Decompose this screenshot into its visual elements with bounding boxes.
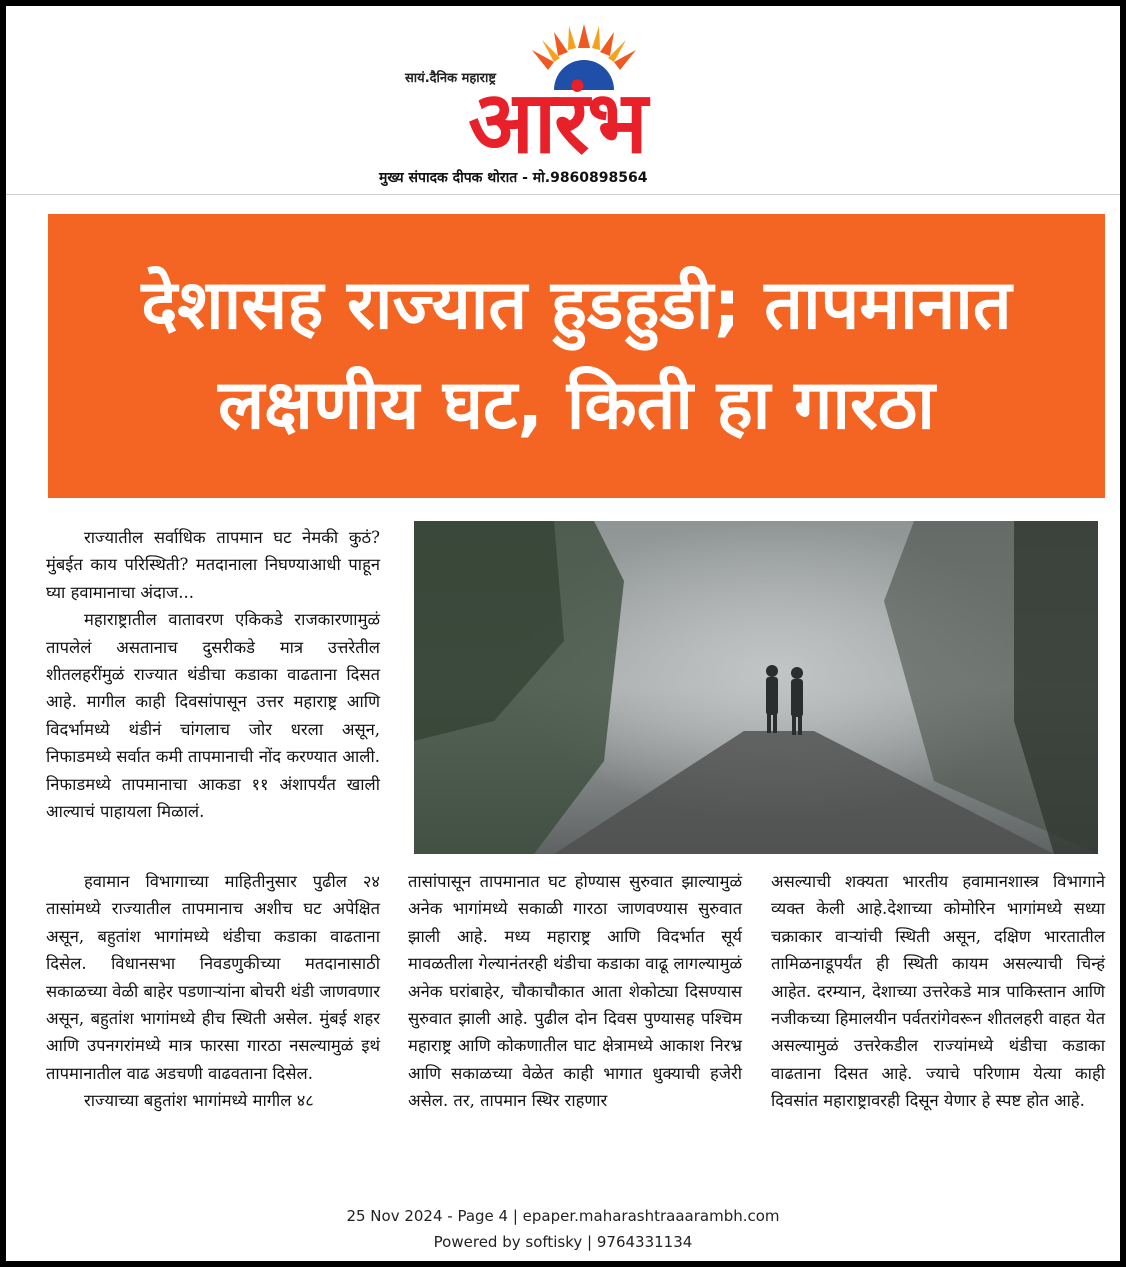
headline-banner (48, 214, 1105, 498)
page-headline: देशासह राज्यात हुडहुडी; तापमानात लक्षणीय घट, किती हा गारठा (141, 266, 1012, 445)
newspaper-logo-text: आरंभ (468, 73, 646, 173)
masthead (6, 6, 1120, 202)
article-column-3 (771, 868, 1105, 1115)
article-column-1-bottom (46, 868, 380, 1115)
article-column-1-top (46, 524, 380, 825)
article-intro: राज्यातील सर्वाधिक तापमान घट नेमकी कुठं? मुंबईत काय परिस्थिती? मतदानाला निघण्याआधी पाहून घ्या हवामानाचा अंदाज... (46, 528, 380, 602)
footer-date-page-url[interactable]: 25 Nov 2024 - Page 4 | epaper.maharashtraaarambh.com (346, 1207, 780, 1225)
page-footer (6, 1203, 1120, 1255)
masthead-tagline: सायं.दैनिक महाराष्ट्र (405, 71, 496, 86)
epaper-page (6, 6, 1120, 1261)
article-paragraph: महाराष्ट्रातील वातावरण एकिकडे राजकारणामुळं तापलेलं असतानाच दुसरीकडे मात्र उत्तरेतील शीतलहरींमुळं राज्यात थंडीचा कडाका वाढताना दिसत आहे. मागील काही दिवसांपासून उत्तर महाराष्ट्र आणि विदर्भामध्ये थंडीनं चांगलाच जोर धरला असून, निफाडमध्ये सर्वात कमी तापमानाची नोंद करण्यात आली. निफाडमध्ये तापमानाचा आकडा ११ अंशापर्यंत खाली आल्याचं पाहायला मिळालं. (46, 610, 380, 822)
footer-credits: Powered by softisky | 9764331134 (433, 1233, 693, 1251)
article-paragraph: हवामान विभागाच्या माहितीनुसार पुढील २४ तासांमध्ये राज्यातील तापमानाच अशीच घट अपेक्षित असून, बहुतांश भागांमध्ये थंडीचा कडाका वाढताना दिसेल. विधानसभा निवडणुकीच्या मतदानासाठी सकाळच्या वेळी बाहेर पडणाऱ्यांना बोचरी थंडी जाणवणार असून, बहुतांश भागांमध्ये हीच स्थिती असेल. मुंबई शहर आणि उपनगरांमध्ये मात्र फारसा गारठा नसल्यामुळं इथं तापमानातील वाढ अडचणी वाढवताना दिसेल. (46, 872, 380, 1083)
masthead-divider (6, 194, 1120, 195)
editor-contact-line: मुख्य संपादक दीपक थोरात - मो.9860898564 (379, 170, 648, 186)
article-paragraph: राज्याच्या बहुतांश भागांमध्ये मागील ४८ (84, 1091, 314, 1111)
article-paragraph: असल्याची शक्यता भारतीय हवामानशास्त्र विभागाने व्यक्त केली आहे.देशाच्या कोमोरिन भागांमध्ये सध्या चक्राकार वाऱ्यांची स्थिती असून, दक्षिण भारतातील तामिळनाडूपर्यंत ही स्थिती कायम असल्याची चिन्हं आहेत. दरम्यान, देशाच्या उत्तरेकडे मात्र पाकिस्तान आणि नजीकच्या हिमालयीन पर्वतरांगेवरून शीतलहरी वाहत येत असल्यामुळं उत्तरेकडील राज्यांमध्ये थंडीचा कडाका वाढताना दिसत आहे. ज्याचे परिणाम येत्या काही दिवसांत महाराष्ट्रावरही दिसून येणार हे स्पष्ट होत आहे. (771, 872, 1105, 1111)
article-column-2 (408, 868, 742, 1115)
article-paragraph: तासांपासून तापमानात घट होण्यास सुरुवात झाल्यामुळं अनेक भागांमध्ये सकाळी गारठा जाणवण्यास सुरुवात झाली आहे. मध्य महाराष्ट्र आणि विदर्भात सूर्य मावळतीला गेल्यानंतरही थंडीचा कडाका वाढू लागल्यामुळं अनेक घरांबाहेर, चौकाचौकात आता शेकोट्या दिसण्यास सुरुवात झाली आहे. पुढील दोन दिवस पुण्यासह पश्चिम महाराष्ट्र आणि कोकणातील घाट क्षेत्रामध्ये आकाश निरभ्र आणि सकाळच्या वेळेत काही भागात धुक्याची हजेरी असेल. तर, तापमान स्थिर राहणार (408, 872, 742, 1111)
foggy-forest-path-photo (414, 521, 1098, 854)
